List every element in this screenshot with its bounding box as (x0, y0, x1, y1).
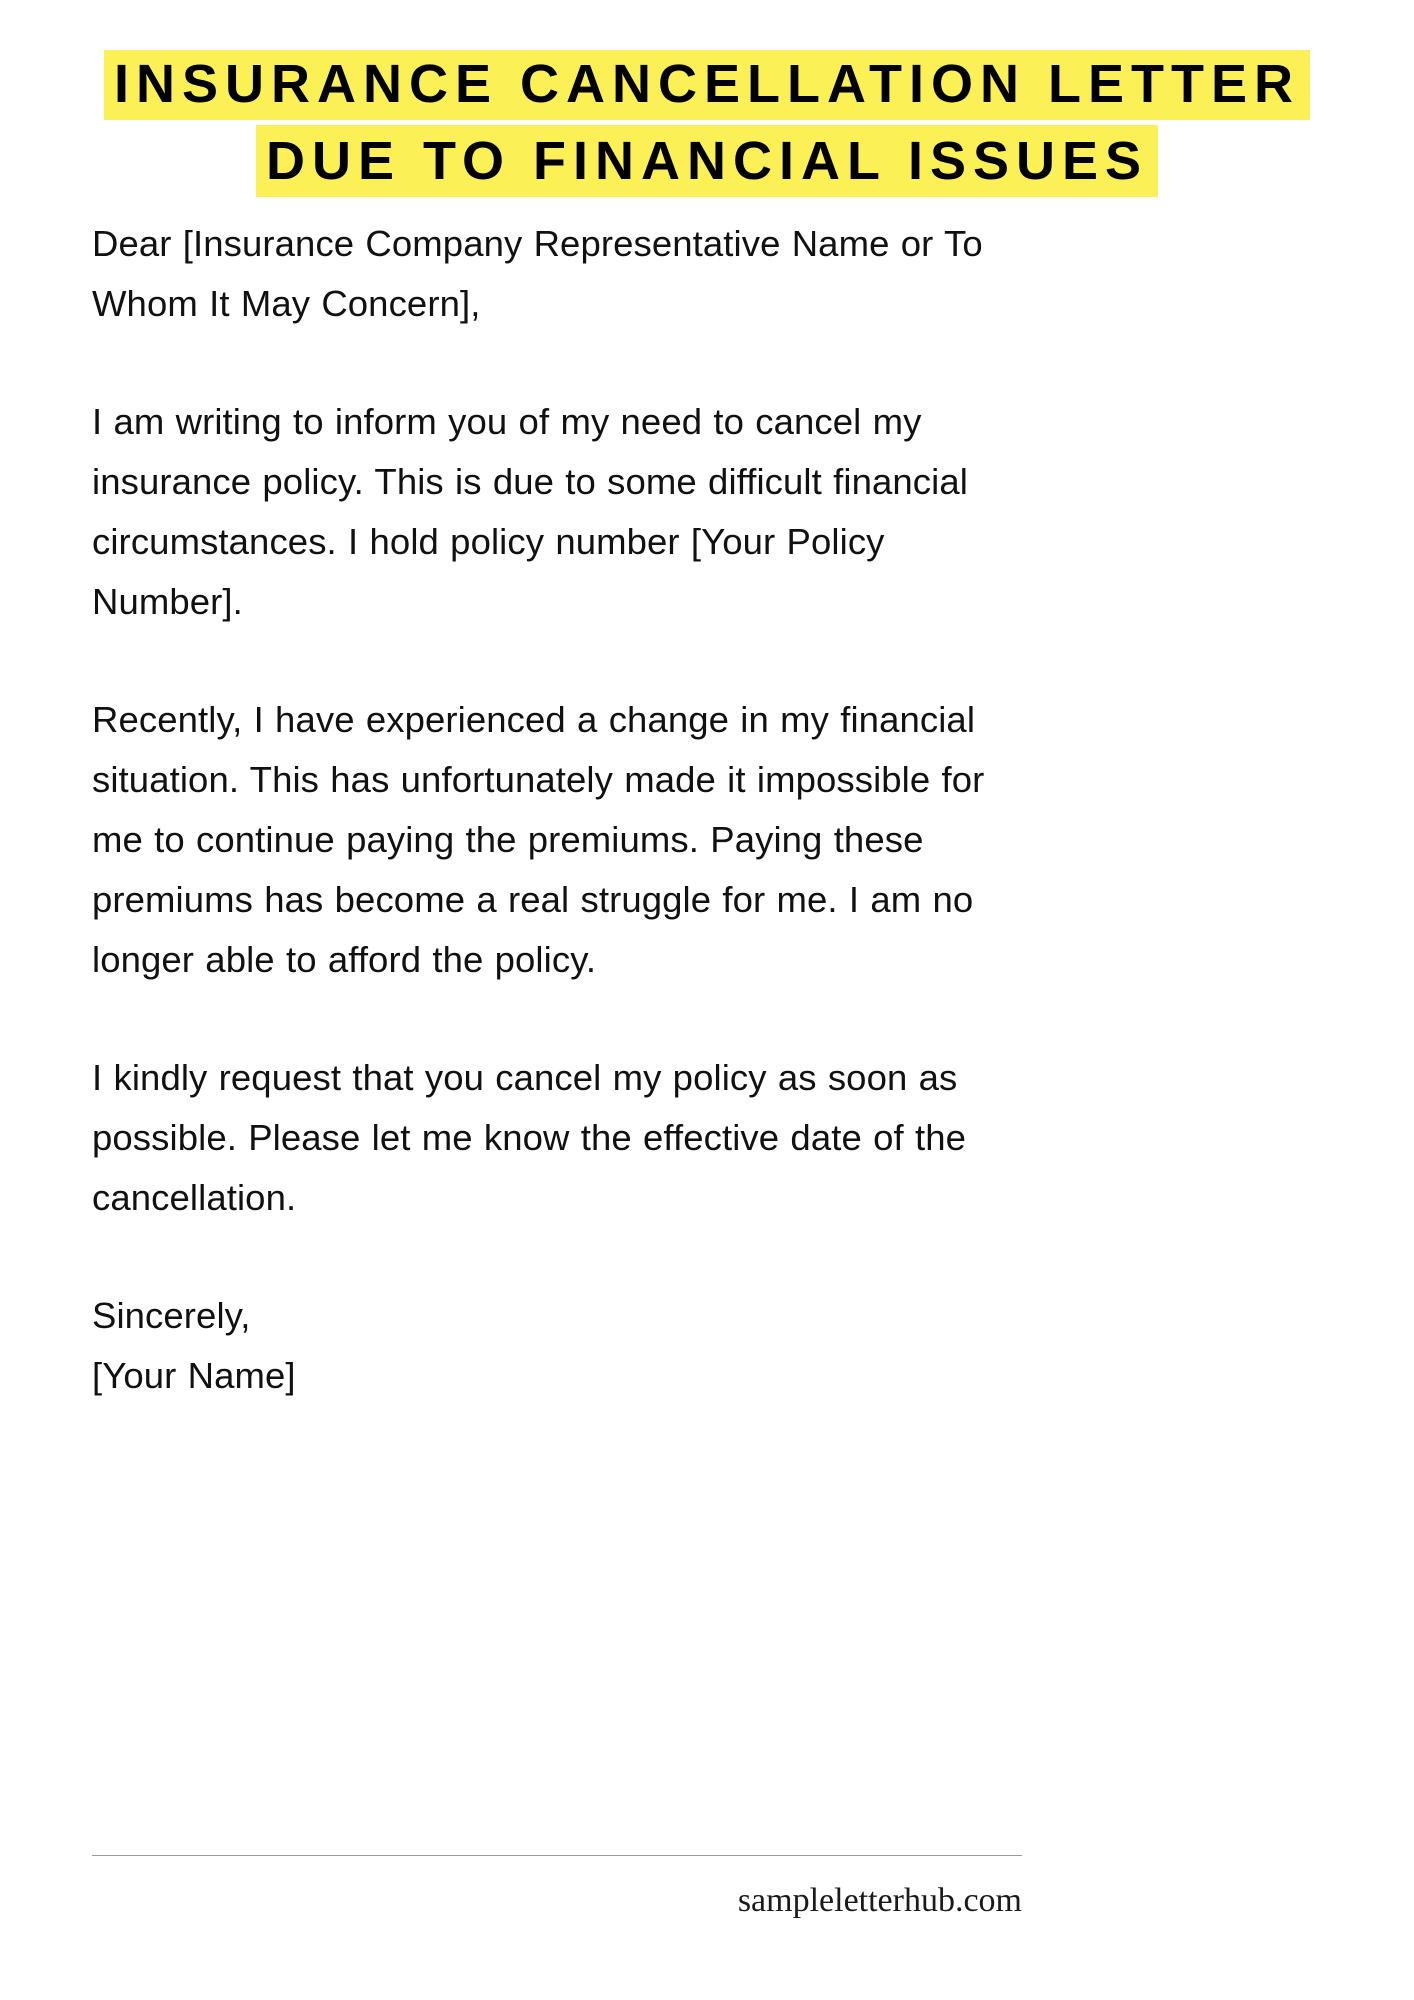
title-line-1 (0, 46, 1414, 123)
body-paragraph-3: I kindly request that you cancel my policy as soon as possible. Please let me know the effective date of the cancellation. (92, 1057, 967, 1218)
title-line-2 (0, 123, 1414, 200)
signature-name-line: [Your Name] (92, 1355, 296, 1396)
footer-divider (92, 1855, 1022, 1856)
body-paragraph-1: I am writing to inform you of my need to cancel my insurance policy. This is due to some difficult financial circumstances. I hold policy number [Your Policy Number]. (92, 401, 968, 622)
letter-body (92, 214, 1032, 1406)
document-title (0, 0, 1414, 199)
footer-website-url[interactable]: sampleletterhub.com (737, 1882, 1022, 1919)
body-paragraph-2: Recently, I have experienced a change in my financial situation. This has unfortunately made it impossible for me to continue paying the premiums. Paying these premiums has become a real struggle for me. I am no longer able to afford the policy. (92, 699, 985, 980)
closing-line: Sincerely, (92, 1295, 251, 1336)
salutation-paragraph: Dear [Insurance Company Representative Name or To Whom It May Concern], (92, 223, 983, 324)
title-line-1-text: INSURANCE CANCELLATION LETTER (104, 50, 1310, 120)
title-line-2-text: DUE TO FINANCIAL ISSUES (256, 125, 1158, 197)
